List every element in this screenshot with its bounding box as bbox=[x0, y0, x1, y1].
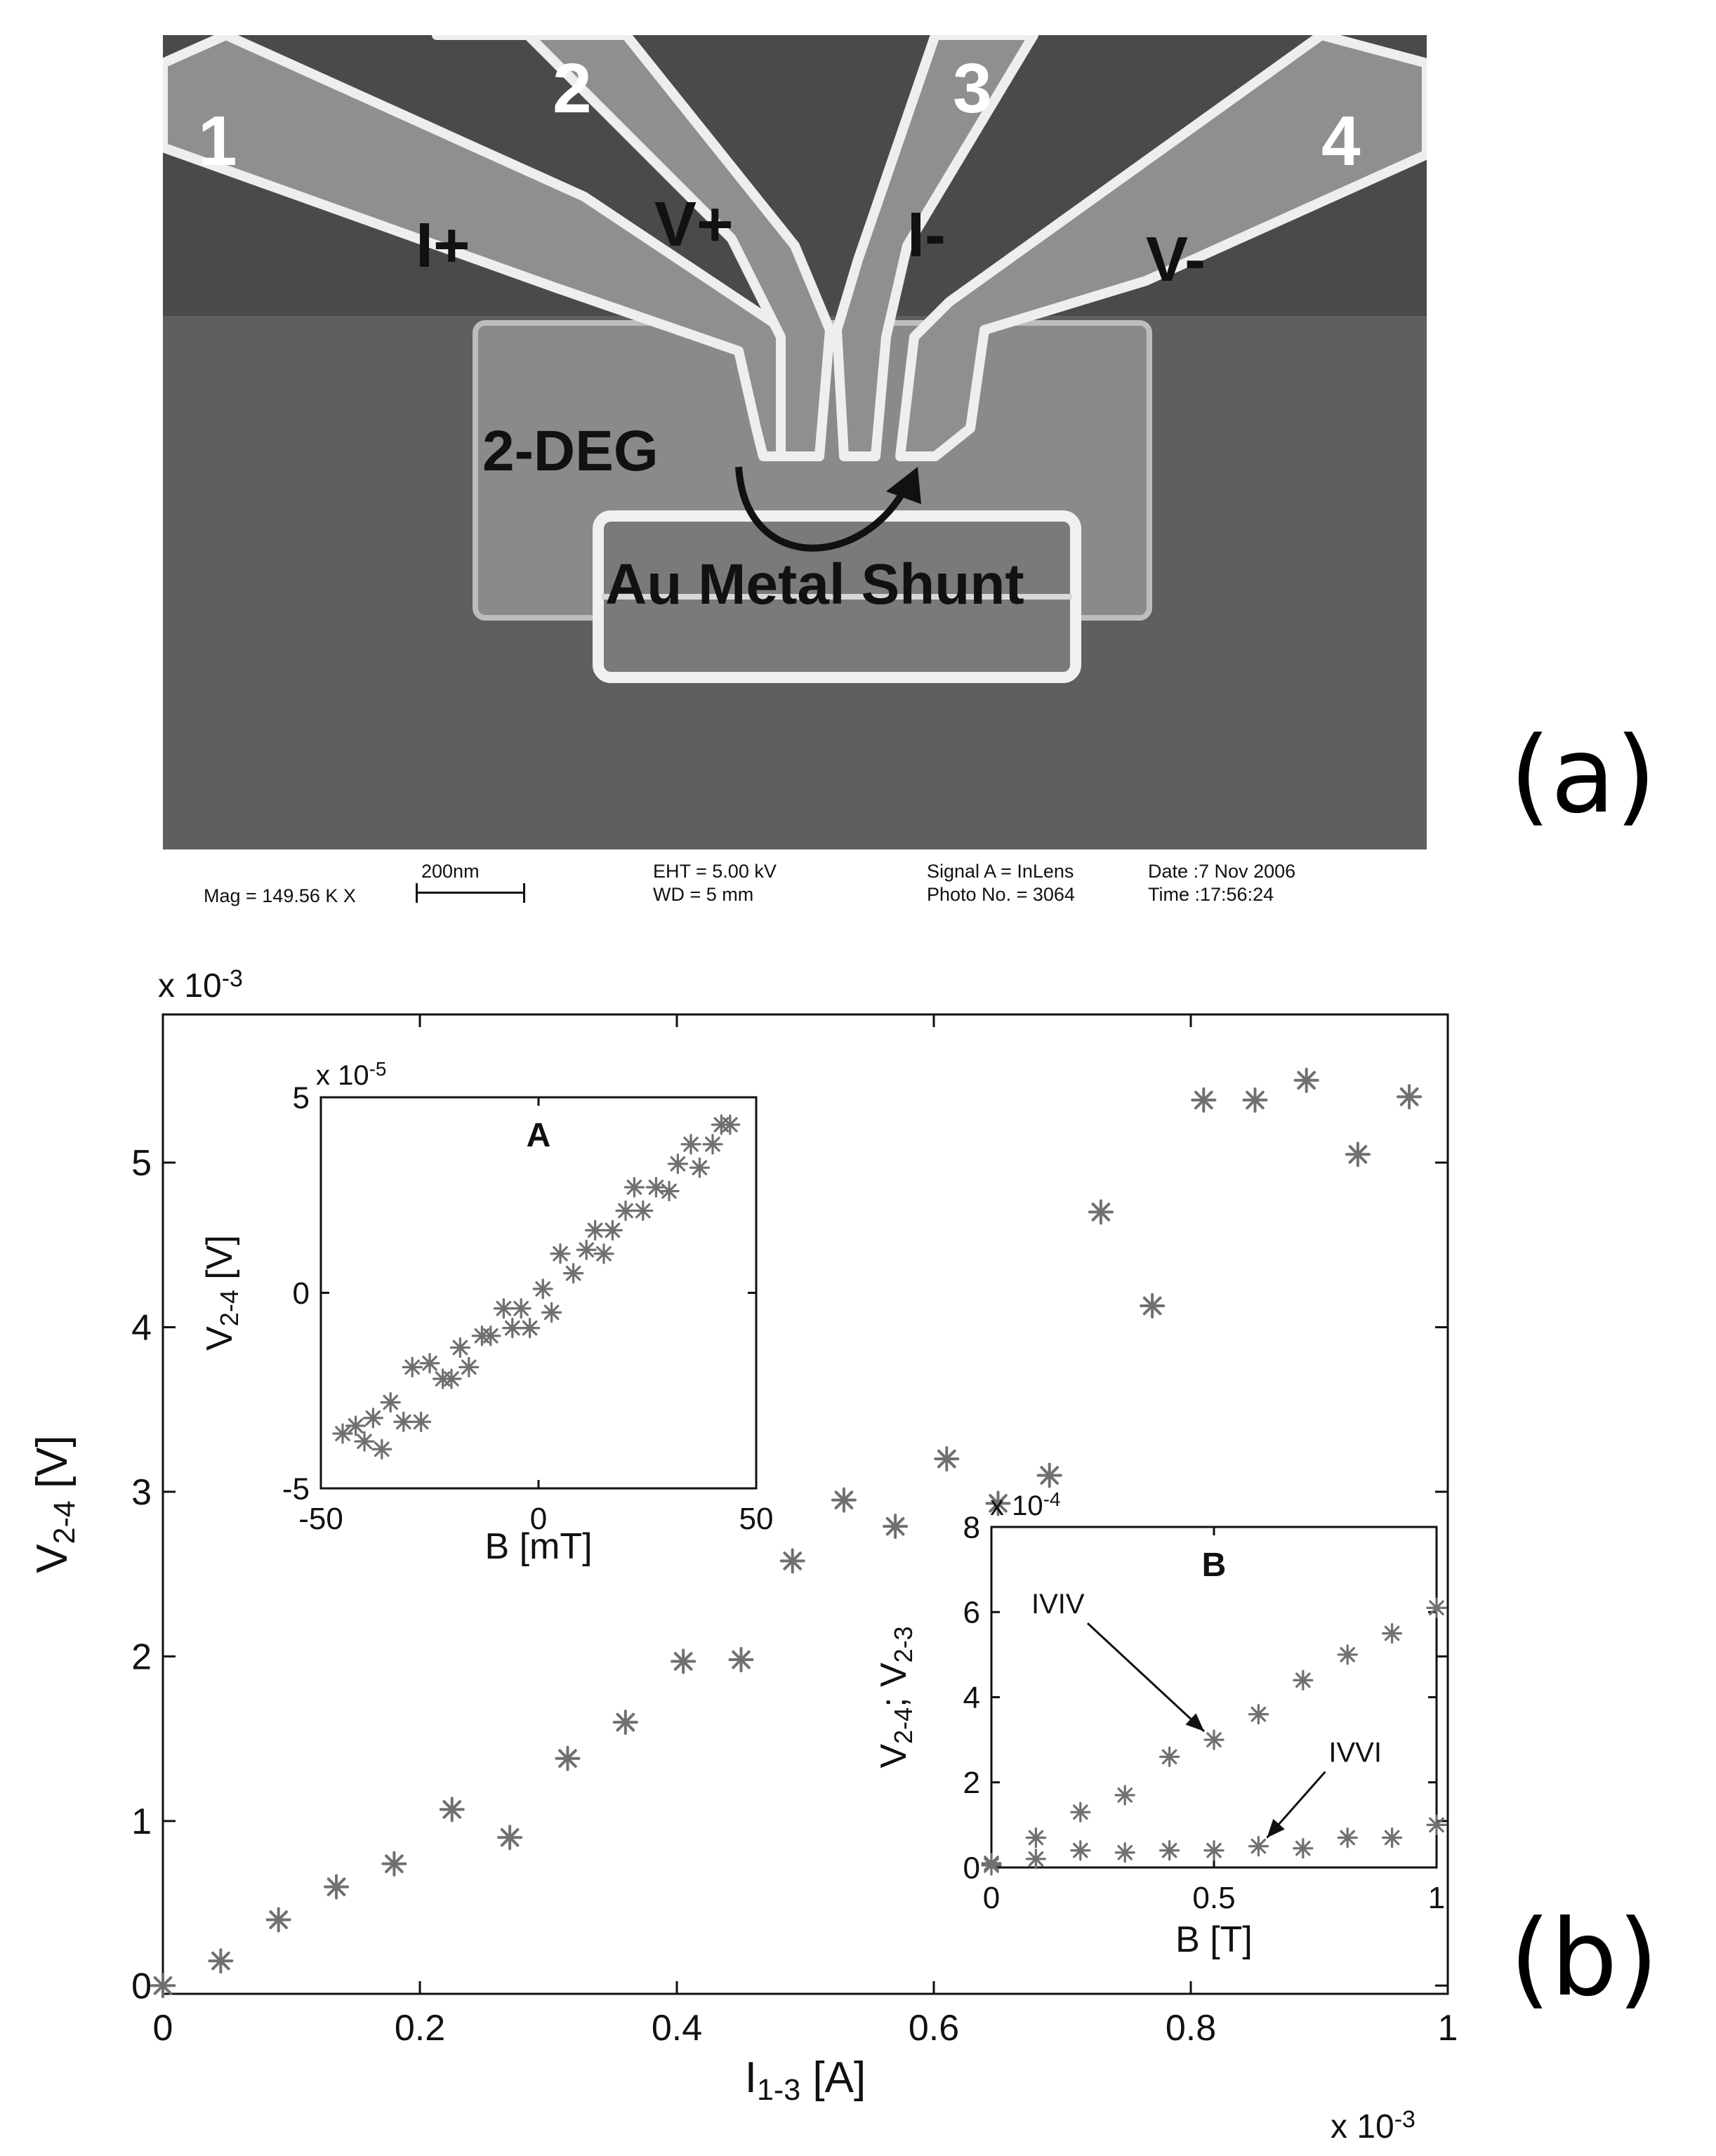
inset-b-data-point-iviv bbox=[1071, 1803, 1090, 1821]
two-deg-label: 2-DEG bbox=[482, 419, 659, 483]
main-data-point bbox=[1398, 1085, 1420, 1108]
terminal-label-v-plus: V+ bbox=[654, 190, 734, 260]
sem-signal: Signal A = InLens bbox=[927, 861, 1074, 882]
inset-a-data-point bbox=[482, 1327, 500, 1345]
sem-eht: EHT = 5.00 kV bbox=[653, 861, 777, 882]
sem-wd: WD = 5 mm bbox=[653, 884, 754, 905]
main-data-point bbox=[268, 1908, 290, 1931]
inset-b-data-point-ivvi bbox=[1071, 1841, 1090, 1860]
inset-a-data-point bbox=[347, 1417, 365, 1435]
inset-a-data-point bbox=[647, 1178, 665, 1196]
inset-b-data-point-ivvi bbox=[982, 1856, 1001, 1874]
inset-b-y-multiplier: x 10-4 bbox=[990, 1488, 1061, 1521]
main-x-multiplier: x 10-3 bbox=[1331, 2105, 1415, 2145]
panel-label-a: (a) bbox=[1510, 715, 1656, 837]
main-data-point bbox=[1244, 1089, 1267, 1111]
inset-b-data-point-iviv bbox=[1027, 1829, 1045, 1847]
inset_A-xtick-label: -50 bbox=[298, 1502, 343, 1536]
inset_B-ytick-label: 8 bbox=[963, 1510, 980, 1545]
main-data-point bbox=[556, 1747, 579, 1770]
lead-label-2: 2 bbox=[553, 49, 592, 128]
main-xtick-label: 0.8 bbox=[1165, 2008, 1217, 2049]
main-data-point bbox=[499, 1826, 521, 1849]
main-xtick-label: 0.6 bbox=[908, 2008, 960, 2049]
main-data-point bbox=[1347, 1143, 1369, 1165]
inset-b-data-point-iviv bbox=[1294, 1671, 1312, 1689]
lead-label-1: 1 bbox=[198, 102, 237, 180]
inset-a-y-multiplier: x 10-5 bbox=[316, 1058, 387, 1091]
inset-a-data-point bbox=[577, 1241, 595, 1259]
inset-b-data-point-ivvi bbox=[1249, 1837, 1267, 1856]
sem-magnification: Mag = 149.56 K X bbox=[204, 885, 356, 906]
inset_B-xtick-label: 1 bbox=[1427, 1881, 1446, 1915]
inset-a-data-point bbox=[634, 1202, 652, 1220]
inset-b-annotation-iviv: IVIV bbox=[1031, 1589, 1085, 1620]
inset_A-ytick-label: 5 bbox=[292, 1080, 310, 1116]
lead-label-3: 3 bbox=[953, 49, 992, 128]
inset-a-y-axis-label: V2-4 [V] bbox=[199, 1235, 244, 1351]
inset-b-data-point-ivvi bbox=[1027, 1850, 1045, 1868]
inset_A-xtick-label: 0 bbox=[529, 1502, 548, 1536]
main-data-point bbox=[1192, 1089, 1215, 1111]
inset-b-annotation-ivvi: IVVI bbox=[1328, 1737, 1382, 1768]
main-data-point bbox=[833, 1489, 855, 1512]
inset_B-xtick-label: 0 bbox=[982, 1881, 1001, 1915]
inset-a-data-point bbox=[460, 1358, 478, 1376]
inset-b-data-point-iviv bbox=[1427, 1599, 1446, 1617]
inset-a-data-point bbox=[373, 1440, 391, 1458]
inset-a-data-point bbox=[442, 1370, 461, 1388]
main-data-point bbox=[383, 1853, 405, 1875]
main-ytick-label: 5 bbox=[131, 1143, 152, 1184]
inset-b-title: B bbox=[1201, 1547, 1227, 1584]
inset-a-data-point bbox=[403, 1358, 421, 1376]
inset_A-ytick-label: -5 bbox=[282, 1471, 310, 1507]
main-x-axis-label: I1-3 [A] bbox=[744, 2054, 866, 2107]
inset-a-data-point bbox=[412, 1413, 430, 1431]
inset-a-data-point bbox=[603, 1221, 621, 1239]
main-data-point bbox=[884, 1515, 906, 1537]
sem-date: Date :7 Nov 2006 bbox=[1148, 861, 1296, 882]
inset-a-data-point bbox=[381, 1393, 400, 1411]
inset-a-data-point bbox=[421, 1354, 439, 1373]
inset-b-y-axis-label: V2-4; V2-3 bbox=[873, 1626, 918, 1768]
main-data-point bbox=[781, 1549, 804, 1572]
inset-b-data-point-iviv bbox=[1338, 1646, 1357, 1664]
main-data-point bbox=[1141, 1295, 1163, 1317]
inset-a-data-point bbox=[543, 1303, 561, 1321]
inset-a-data-point bbox=[512, 1299, 530, 1318]
inset-a-data-point bbox=[595, 1245, 613, 1263]
main-data-point bbox=[1038, 1464, 1061, 1486]
inset-a-data-point bbox=[565, 1264, 583, 1283]
inset-b-data-point-ivvi bbox=[1338, 1829, 1357, 1847]
inset-a-data-point bbox=[625, 1178, 643, 1196]
inset-b-data-point-ivvi bbox=[1383, 1829, 1401, 1847]
inset-a-data-point bbox=[534, 1280, 552, 1298]
inset_B-ytick-label: 2 bbox=[963, 1766, 980, 1801]
sem-scalebar-label: 200nm bbox=[421, 861, 480, 882]
main-ytick-label: 2 bbox=[131, 1636, 152, 1678]
inset-b-data-point-ivvi bbox=[1116, 1844, 1134, 1862]
inset-a-title: A bbox=[526, 1117, 551, 1154]
inset-b-data-point-iviv bbox=[1161, 1747, 1179, 1766]
inset-b-data-point-ivvi bbox=[1294, 1839, 1312, 1858]
inset_B-ytick-label: 0 bbox=[963, 1851, 980, 1886]
inset-a-data-point bbox=[668, 1155, 687, 1173]
main-data-point bbox=[730, 1648, 753, 1671]
inset-a-data-point bbox=[660, 1182, 678, 1201]
inset-a-data-point bbox=[395, 1413, 413, 1431]
main-data-point bbox=[152, 1974, 174, 1997]
main-y-axis-label: V2-4 [V] bbox=[28, 1435, 81, 1573]
sem-photo-number: Photo No. = 3064 bbox=[927, 884, 1075, 905]
main-data-point bbox=[672, 1650, 694, 1672]
inset-a-data-point bbox=[690, 1158, 708, 1177]
shunt-label: Au Metal Shunt bbox=[605, 553, 1024, 616]
inset_B-xtick-label: 0.5 bbox=[1192, 1881, 1236, 1915]
inset-a-data-point bbox=[721, 1116, 739, 1134]
main-xtick-label: 0 bbox=[152, 2008, 173, 2049]
main-ytick-label: 1 bbox=[131, 1801, 152, 1843]
main-ytick-label: 0 bbox=[131, 1966, 152, 2007]
main-y-multiplier: x 10-3 bbox=[158, 965, 243, 1005]
inset-b-data-point-ivvi bbox=[1205, 1841, 1223, 1860]
inset-b-data-point-iviv bbox=[1205, 1731, 1223, 1749]
main-ytick-label: 3 bbox=[131, 1472, 152, 1514]
inset-a-data-point bbox=[551, 1245, 569, 1263]
main-data-point bbox=[614, 1711, 637, 1733]
inset_A-ytick-label: 0 bbox=[292, 1276, 310, 1311]
inset-a-data-point bbox=[494, 1299, 513, 1318]
main-xtick-label: 1 bbox=[1437, 2008, 1458, 2049]
inset-b-x-axis-label: B [T] bbox=[1175, 1919, 1253, 1960]
inset-a-data-point bbox=[521, 1319, 539, 1337]
main-data-point bbox=[1295, 1069, 1318, 1092]
inset-a-data-point bbox=[503, 1319, 522, 1337]
inset-a-data-point bbox=[364, 1409, 382, 1427]
inset-a-x-axis-label: B [mT] bbox=[484, 1526, 593, 1567]
terminal-label-v-minus: V- bbox=[1146, 225, 1206, 295]
terminal-label-i-minus: I- bbox=[907, 200, 946, 270]
main-data-point bbox=[209, 1950, 232, 1972]
inset-b-data-point-iviv bbox=[1383, 1625, 1401, 1643]
sem-time: Time :17:56:24 bbox=[1148, 884, 1274, 905]
main-xtick-label: 0.2 bbox=[394, 2008, 446, 2049]
main-data-point bbox=[935, 1448, 958, 1470]
inset-b-data-point-ivvi bbox=[1427, 1816, 1446, 1834]
inset-b-data-point-iviv bbox=[1249, 1705, 1267, 1724]
main-data-point bbox=[441, 1798, 463, 1820]
inset-b-data-point-iviv bbox=[1116, 1786, 1134, 1804]
panel-label-b: (b) bbox=[1510, 1898, 1659, 2020]
inset-a-data-point bbox=[704, 1135, 722, 1153]
inset_B-ytick-label: 4 bbox=[963, 1680, 980, 1715]
inset-a-data-point bbox=[616, 1202, 635, 1220]
inset-a-data-point bbox=[334, 1424, 352, 1443]
main-ytick-label: 4 bbox=[131, 1307, 152, 1349]
inset-a-data-point bbox=[451, 1338, 469, 1356]
inset-a-data-point bbox=[682, 1135, 700, 1153]
inset_A-xtick-label: 50 bbox=[739, 1502, 774, 1536]
inset-a-data-point bbox=[586, 1221, 605, 1239]
lead-label-4: 4 bbox=[1321, 102, 1361, 180]
inset-a-data-point bbox=[355, 1432, 374, 1450]
terminal-label-i-plus: I+ bbox=[416, 211, 470, 281]
main-xtick-label: 0.4 bbox=[651, 2008, 703, 2049]
main-data-point bbox=[1090, 1201, 1112, 1223]
inset_B-ytick-label: 6 bbox=[963, 1595, 980, 1630]
main-data-point bbox=[325, 1876, 348, 1898]
inset-b-data-point-ivvi bbox=[1161, 1841, 1179, 1860]
